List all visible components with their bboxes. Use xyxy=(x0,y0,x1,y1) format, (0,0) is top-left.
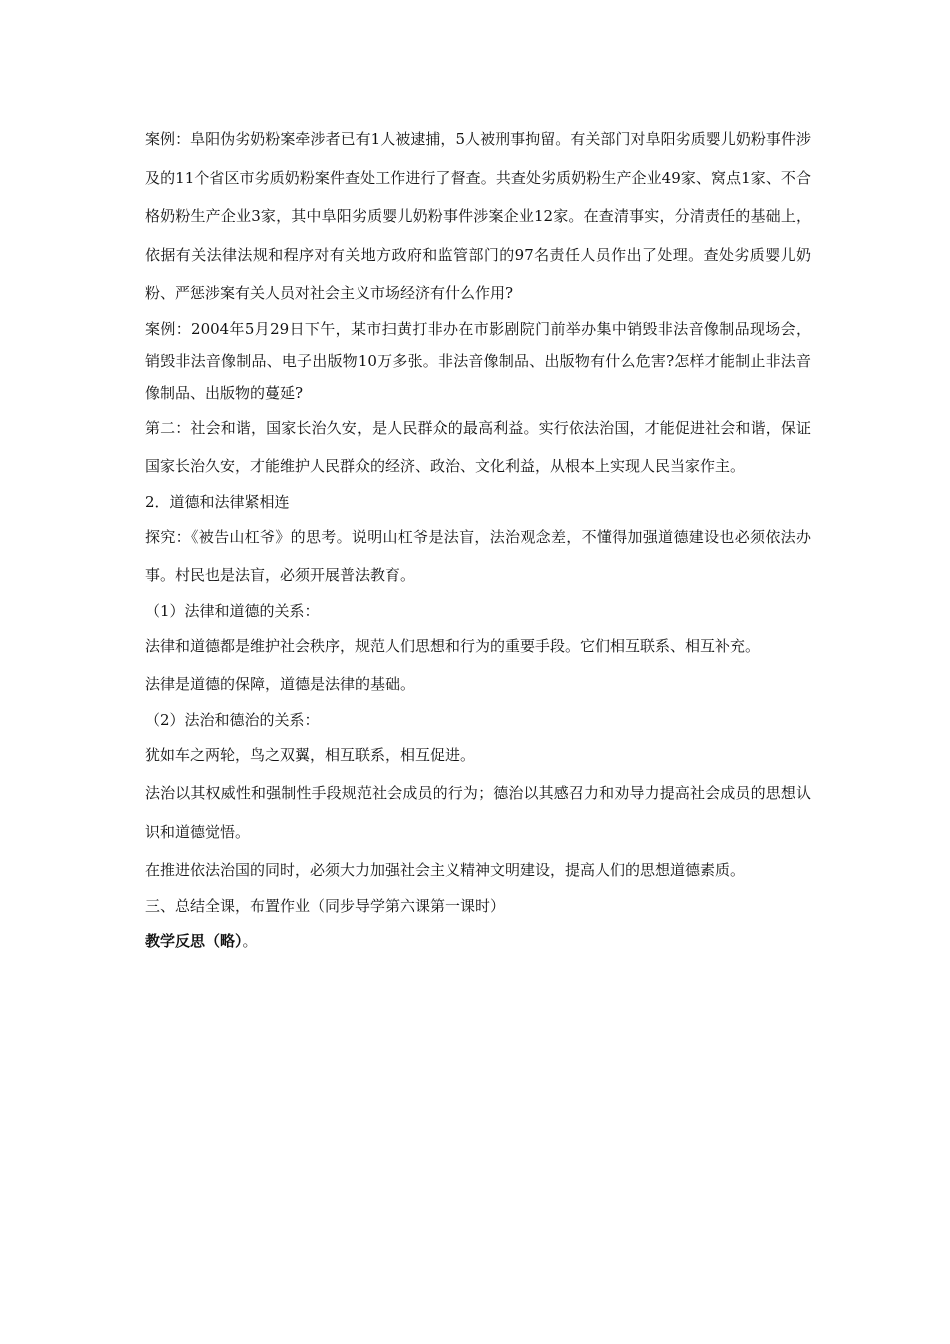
teaching-reflection-label: 教学反思（略） xyxy=(145,931,243,950)
teaching-reflection-suffix: 。 xyxy=(242,931,258,950)
rule-paragraph-3: 在推进依法治国的同时，必须大力加强社会主义精神文明建设，提高人们的思想道德素质。 xyxy=(145,861,746,879)
law-moral-paragraph-1: 法律和道德都是维护社会秩序，规范人们思想和行为的重要手段。它们相互联系、相互补充。 xyxy=(145,636,761,655)
case-paragraph-milk-powder: 案例：阜阳伪劣奶粉案牵涉者已有1人被逮捕，5人被刑事拘留。有关部门对阜阳劣质婴儿奶粉事件涉及的11个省区市劣质奶粉案件查处工作进行了督查。共查处劣质奶粉生产企业49家、窝点1家、不合格奶粉生产企业3家，其中阜阳劣质婴儿奶粉事件涉案企业12家。在查清事实，分清责任的基础上，依据有关法律法规和程序对有关地方政府和监管部门的97名责任人员作出了处理。查处劣质婴儿奶粉、严惩涉案有关人员对社会主义市场经济有什么作用? xyxy=(145,130,811,302)
teaching-reflection xyxy=(145,922,811,961)
subheading-law-moral-relation: （1）法律和道德的关系： xyxy=(145,601,320,620)
rule-paragraph-1: 犹如车之两轮，鸟之双翼，相互联系，相互促进。 xyxy=(145,745,476,764)
document-body xyxy=(145,120,811,960)
section-heading-moral-law: 2．道德和法律紧相连 xyxy=(145,492,290,511)
subheading-rule-relation: （2）法治和德治的关系： xyxy=(145,710,320,729)
point-two-paragraph: 第二：社会和谐，国家长治久安，是人民群众的最高利益。实行依法治国，才能促进社会和谐，保证国家长治久安，才能维护人民群众的经济、政治、文化利益，从根本上实现人民当家作主。 xyxy=(145,418,811,475)
case-paragraph-illegal-media: 案例：2004年5月29日下午，某市扫黄打非办在市影剧院门前举办集中销毁非法音像制品现场会，销毁非法音像制品、电子出版物10万多张。非法音像制品、出版物有什么危害?怎样才能制止非法音像制品、出版物的蔓延? xyxy=(145,319,811,402)
rule-paragraph-2: 法治以其权威性和强制性手段规范社会成员的行为；德治以其感召力和劝导力提高社会成员的思想认识和道德觉悟。 xyxy=(145,784,811,841)
explore-paragraph: 探究：《被告山杠爷》的思考。说明山杠爷是法盲，法治观念差，不懂得加强道德建设也必须依法办事。村民也是法盲，必须开展普法教育。 xyxy=(145,527,811,584)
section-heading-summary: 三、总结全课，布置作业（同步导学第六课第一课时） xyxy=(145,896,506,915)
law-moral-paragraph-2: 法律是道德的保障，道德是法律的基础。 xyxy=(145,675,416,693)
